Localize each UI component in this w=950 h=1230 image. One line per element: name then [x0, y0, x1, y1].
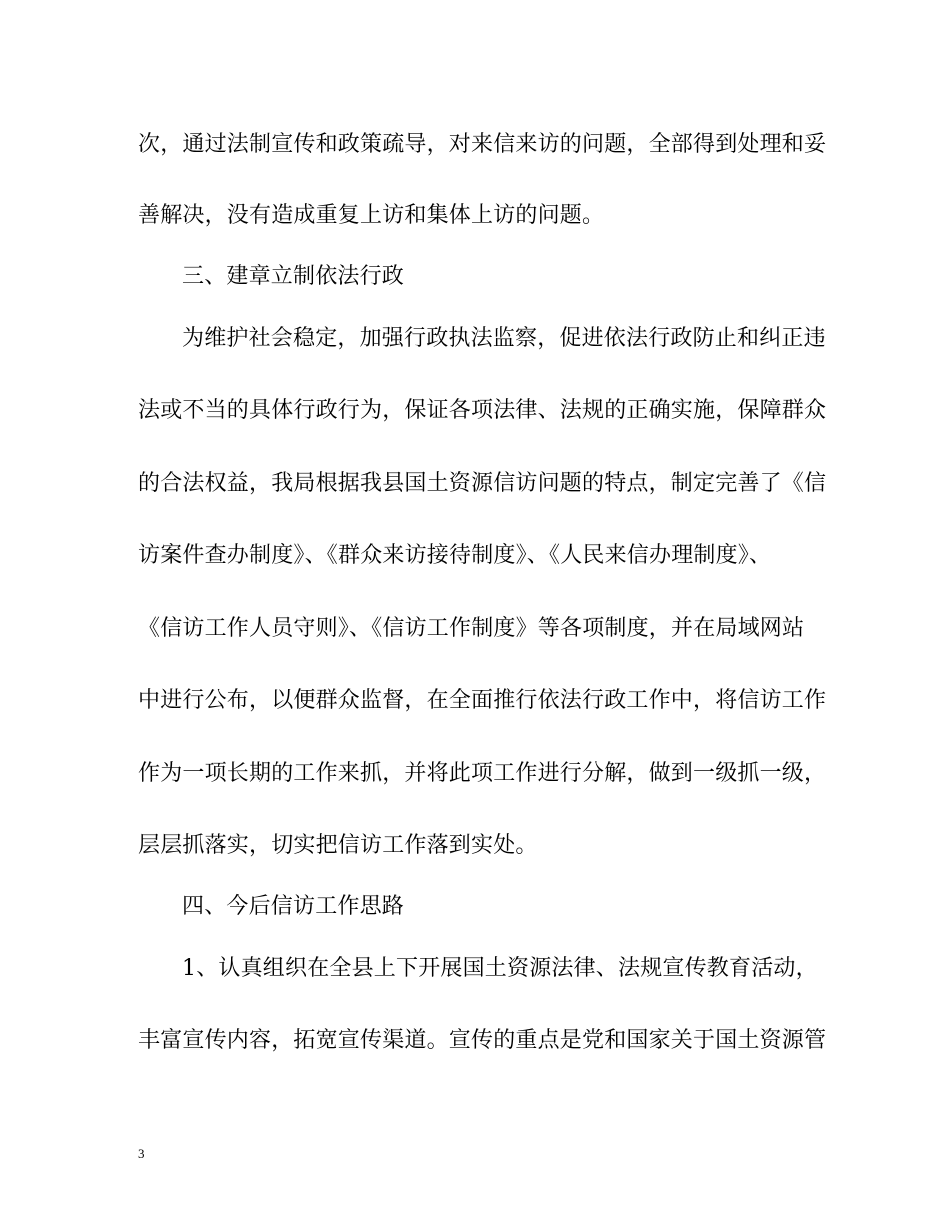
page-number: 3: [138, 1146, 145, 1161]
body-text-line: 层层抓落实，切实把信访工作落到实处。: [138, 833, 538, 858]
section-heading: 四、今后信访工作思路: [182, 894, 405, 919]
body-text-line: 为维护社会稳定，加强行政执法监察，促进依法行政防止和纠正违: [182, 326, 826, 351]
body-text-line: 访案件查办制度》、《群众来访接待制度》、《人民来信办理制度》、: [138, 543, 772, 568]
body-text-line: 善解决，没有造成重复上访和集体上访的问题。: [138, 203, 605, 228]
body-text-line: 中进行公布，以便群众监督，在全面推行依法行政工作中，将信访工作: [138, 688, 827, 713]
section-heading: 三、建章立制依法行政: [182, 264, 405, 289]
body-text-line: 《信访工作人员守则》、《信访工作制度》等各项制度，并在局域网站: [138, 616, 805, 641]
body-text-line: 1、认真组织在全县上下开展国土资源法律、法规宣传教育活动，: [182, 956, 818, 981]
body-text-line: 法或不当的具体行政行为，保证各项法律、法规的正确实施，保障群众: [138, 398, 827, 423]
body-text-line: 的合法权益，我局根据我县国土资源信访问题的特点，制定完善了《信: [138, 471, 827, 496]
body-text-line: 丰富宣传内容，拓宽宣传渠道。宣传的重点是党和国家关于国土资源管: [138, 1028, 827, 1053]
body-text-line: 作为一项长期的工作来抓，并将此项工作进行分解，做到一级抓一级，: [138, 761, 827, 786]
body-text-line: 次，通过法制宣传和政策疏导，对来信来访的问题，全部得到处理和妥: [138, 132, 827, 157]
